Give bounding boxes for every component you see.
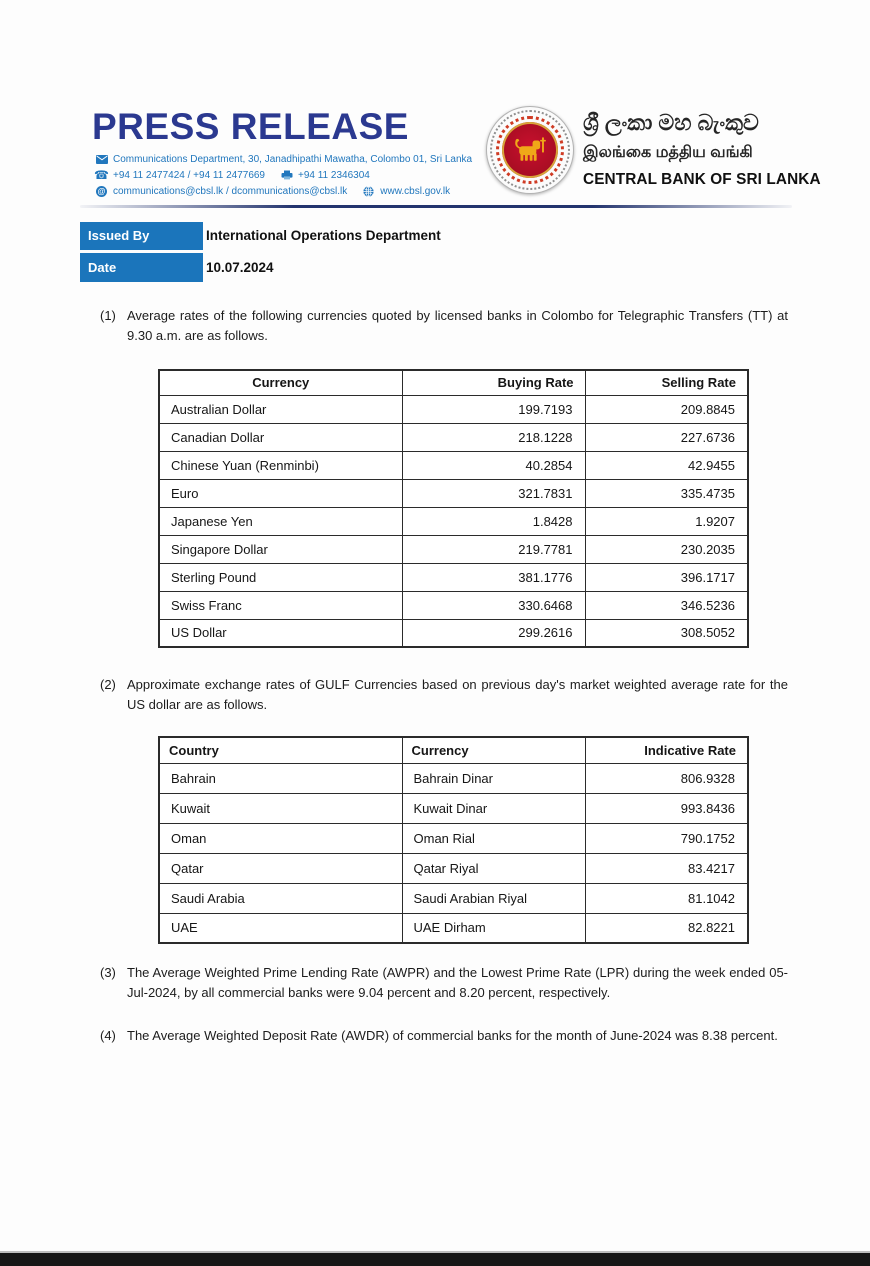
contact-address-line <box>95 151 472 167</box>
header-divider-rule <box>80 205 792 208</box>
table-row <box>159 563 748 591</box>
selling-rate-cell: 1.9207 <box>585 507 748 535</box>
country-cell: Saudi Arabia <box>159 883 402 913</box>
currency-cell: Chinese Yuan (Renminbi) <box>159 451 402 479</box>
currency-cell: Oman Rial <box>402 823 585 853</box>
col-header-currency: Currency <box>159 370 402 395</box>
country-cell: UAE <box>159 913 402 943</box>
lion-emblem-icon <box>511 134 549 166</box>
buying-rate-cell: 199.7193 <box>402 395 585 423</box>
col-header-currency: Currency <box>402 737 585 763</box>
phone-icon: ☎ <box>94 168 109 182</box>
paragraph-4 <box>100 1026 788 1046</box>
table-row <box>159 883 748 913</box>
buying-rate-cell: 40.2854 <box>402 451 585 479</box>
table-row <box>159 479 748 507</box>
envelope-icon <box>95 155 108 164</box>
paragraph-2 <box>100 675 788 715</box>
table-row <box>159 823 748 853</box>
country-cell: Oman <box>159 823 402 853</box>
buying-rate-cell: 218.1228 <box>402 423 585 451</box>
contact-phone-line <box>95 167 472 183</box>
country-cell: Kuwait <box>159 793 402 823</box>
buying-rate-cell: 381.1776 <box>402 563 585 591</box>
paragraph-1 <box>100 306 788 346</box>
date-label-box: Date <box>80 253 203 282</box>
contact-website: www.cbsl.gov.lk <box>380 185 451 197</box>
gulf-table-header-row <box>159 737 748 763</box>
tt-rates-table <box>158 369 749 648</box>
email-icon: @ <box>97 186 106 196</box>
col-header-buying-rate: Buying Rate <box>402 370 585 395</box>
paragraph-2-text: Approximate exchange rates of GULF Currencies based on previous day's market weighted average rate for the US dollar are as follows. <box>127 677 788 712</box>
currency-cell: US Dollar <box>159 619 402 647</box>
table-row <box>159 793 748 823</box>
bank-name-sinhala: ශ්‍රී ලංකා මහ බැංකුව <box>583 110 759 135</box>
indicative-rate-cell: 806.9328 <box>585 763 748 793</box>
contact-block <box>95 151 472 199</box>
contact-emails: communications@cbsl.lk / dcommunications@cbsl.lk <box>113 185 348 197</box>
currency-cell: Swiss Franc <box>159 591 402 619</box>
buying-rate-cell: 321.7831 <box>402 479 585 507</box>
cbsl-seal-logo <box>486 106 574 194</box>
table-row <box>159 591 748 619</box>
indicative-rate-cell: 81.1042 <box>585 883 748 913</box>
gulf-rates-table <box>158 736 749 944</box>
currency-cell: Kuwait Dinar <box>402 793 585 823</box>
currency-cell: Canadian Dollar <box>159 423 402 451</box>
paragraph-2-number: (2) <box>100 677 116 692</box>
bank-name-block <box>583 110 831 189</box>
country-cell: Qatar <box>159 853 402 883</box>
buying-rate-cell: 1.8428 <box>402 507 585 535</box>
paragraph-4-number: (4) <box>100 1028 116 1043</box>
selling-rate-cell: 308.5052 <box>585 619 748 647</box>
table-row <box>159 913 748 943</box>
selling-rate-cell: 230.2035 <box>585 535 748 563</box>
selling-rate-cell: 335.4735 <box>585 479 748 507</box>
bank-name-english: CENTRAL BANK OF SRI LANKA <box>583 171 821 188</box>
indicative-rate-cell: 993.8436 <box>585 793 748 823</box>
contact-email-line <box>95 183 472 199</box>
contact-phones: +94 11 2477424 / +94 11 2477669 <box>113 169 265 181</box>
scan-bottom-edge <box>0 1251 870 1266</box>
buying-rate-cell: 219.7781 <box>402 535 585 563</box>
indicative-rate-cell: 790.1752 <box>585 823 748 853</box>
table-row <box>159 853 748 883</box>
table-row <box>159 507 748 535</box>
paragraph-1-text: Average rates of the following currencies quoted by licensed banks in Colombo for Telegraphic Transfers (TT) at 9.30 a.m. are as follows. <box>127 308 788 343</box>
indicative-rate-cell: 82.8221 <box>585 913 748 943</box>
contact-fax: +94 11 2346304 <box>298 169 370 181</box>
table-row <box>159 451 748 479</box>
selling-rate-cell: 346.5236 <box>585 591 748 619</box>
currency-cell: Australian Dollar <box>159 395 402 423</box>
selling-rate-cell: 227.6736 <box>585 423 748 451</box>
fax-icon <box>280 170 293 180</box>
country-cell: Bahrain <box>159 763 402 793</box>
globe-icon <box>362 186 375 197</box>
selling-rate-cell: 396.1717 <box>585 563 748 591</box>
table-row <box>159 619 748 647</box>
currency-cell: Euro <box>159 479 402 507</box>
paragraph-3-number: (3) <box>100 965 116 980</box>
paragraph-3-text: The Average Weighted Prime Lending Rate (AWPR) and the Lowest Prime Rate (LPR) during the week ended 05-Jul-2024, by all commercial banks were 9.04 percent and 8.20 percent, respectively. <box>127 965 788 1000</box>
table-row <box>159 763 748 793</box>
table-row <box>159 395 748 423</box>
date-value: 10.07.2024 <box>206 260 274 275</box>
selling-rate-cell: 42.9455 <box>585 451 748 479</box>
currency-cell: Qatar Riyal <box>402 853 585 883</box>
contact-address: Communications Department, 30, Janadhipathi Mawatha, Colombo 01, Sri Lanka <box>113 153 473 165</box>
currency-cell: UAE Dirham <box>402 913 585 943</box>
col-header-country: Country <box>159 737 402 763</box>
buying-rate-cell: 299.2616 <box>402 619 585 647</box>
buying-rate-cell: 330.6468 <box>402 591 585 619</box>
tt-table-header-row <box>159 370 748 395</box>
paragraph-4-text: The Average Weighted Deposit Rate (AWDR) of commercial banks for the month of June-2024 was 8.38 percent. <box>127 1028 778 1043</box>
selling-rate-cell: 209.8845 <box>585 395 748 423</box>
col-header-selling-rate: Selling Rate <box>585 370 748 395</box>
paragraph-3 <box>100 963 788 1003</box>
indicative-rate-cell: 83.4217 <box>585 853 748 883</box>
col-header-indicative-rate: Indicative Rate <box>585 737 748 763</box>
currency-cell: Sterling Pound <box>159 563 402 591</box>
table-row <box>159 535 748 563</box>
seal-red-core <box>502 122 558 178</box>
issued-by-label-box: Issued By <box>80 222 203 250</box>
currency-cell: Bahrain Dinar <box>402 763 585 793</box>
currency-cell: Japanese Yen <box>159 507 402 535</box>
issued-by-value: International Operations Department <box>206 228 441 243</box>
currency-cell: Singapore Dollar <box>159 535 402 563</box>
paragraph-1-number: (1) <box>100 308 116 323</box>
currency-cell: Saudi Arabian Riyal <box>402 883 585 913</box>
bank-name-tamil: இலங்கை மத்திய வங்கி <box>583 144 753 161</box>
page-title: PRESS RELEASE <box>92 106 409 147</box>
table-row <box>159 423 748 451</box>
